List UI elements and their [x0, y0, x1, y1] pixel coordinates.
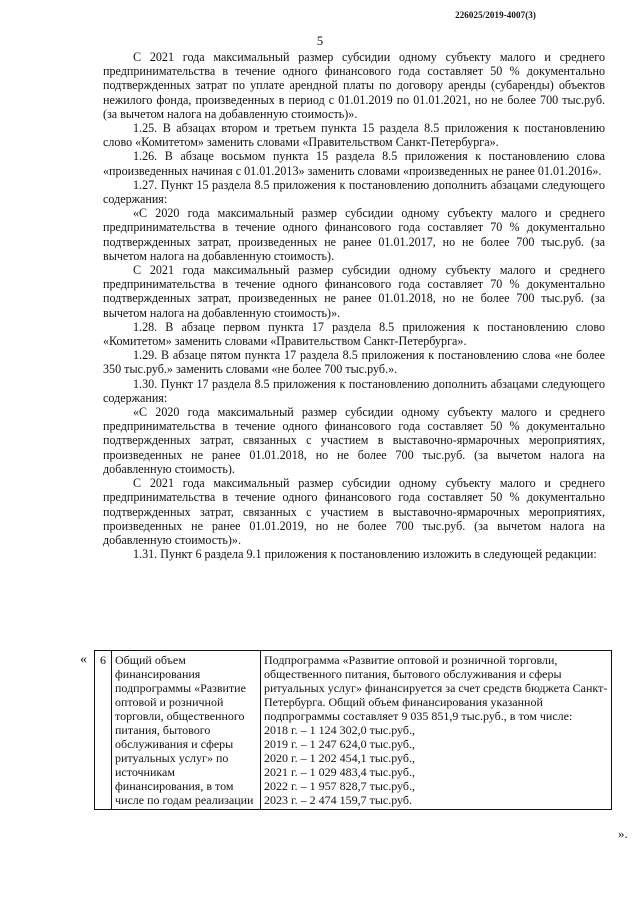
paragraph: С 2021 года максимальный размер субсидии одному субъекту малого и среднего предпринимательства в течение одного финансового года составляет 50 % документально подтвержденных затрат по уплате арендной платы по договору аренды (субаренды) объектов нежилого фонда, произведенных в период с 01.01.2019 по 01.01.2021, но не более 700 тыс.руб. (за вычетом налога на добавленную стоимость)».: [103, 50, 605, 121]
row-value-cell: [261, 651, 612, 810]
financing-table: [94, 650, 612, 810]
closing-quote: ».: [618, 826, 628, 841]
year-amount: 2018 г. – 1 124 302,0 тыс.руб.,: [264, 723, 415, 737]
year-amount: 2021 г. – 1 029 483,4 тыс.руб.,: [264, 765, 415, 779]
paragraph: 1.31. Пункт 6 раздела 9.1 приложения к постановлению изложить в следующей редакции:: [133, 547, 597, 562]
financing-intro: Подпрограмма «Развитие оптовой и розничной торговли, общественного питания, бытового обслуживания и сферы ритуальных услуг» финансируется за счет средств бюджета Санкт-Петербурга. Общий объем финансирования указанной подпрограммы составляет 9 035 851,9 тыс.руб., в том числе:: [264, 653, 608, 723]
paragraph: С 2021 года максимальный размер субсидии одному субъекту малого и среднего предпринимательства в течение одного финансового года составляет 70 % документально подтвержденных затрат, произведенных не ранее 01.01.2018, но не более 700 тыс.руб. (за вычетом налога на добавленную стоимость)».: [103, 263, 605, 320]
year-amount: 2020 г. – 1 202 454,1 тыс.руб.,: [264, 751, 415, 765]
row-number-cell: 6: [95, 651, 112, 810]
paragraph: 1.29. В абзаце пятом пункта 17 раздела 8.5 приложения к постановлению слова «не более 350 тыс.руб.» заменить словами «не более 700 тыс.руб.».: [103, 348, 605, 377]
paragraph: 1.27. Пункт 15 раздела 8.5 приложения к постановлению дополнить абзацами следующего содержания:: [103, 177, 605, 207]
year-amount: 2023 г. – 2 474 159,7 тыс.руб.: [264, 793, 412, 807]
row-name-cell: Общий объем финансирования подпрограммы «Развитие оптовой и розничной торговли, общественного питания, бытового обслуживания и сферы ритуальных услуг» по источникам финансирования, в том числе по годам реализации: [112, 651, 261, 810]
paragraph: 1.26. В абзаце восьмом пункта 15 раздела 8.5 приложения к постановлению слова «произведенных начиная с 01.01.2013» заменить словами «произведенных не ранее 01.01.2016».: [103, 149, 605, 178]
paragraph: С 2021 года максимальный размер субсидии одному субъекту малого и среднего предпринимательства в течение одного финансового года составляет 50 % документально подтвержденных затрат, связанных с участием в выставочно-ярмарочных мероприятиях, произведенных не ранее 01.01.2019, но не более 700 тыс.руб. (за вычетом налога на добавленную стоимость)».: [103, 476, 605, 547]
paragraph: 1.30. Пункт 17 раздела 8.5 приложения к постановлению дополнить абзацами следующего содержания:: [103, 376, 605, 405]
paragraph: «С 2020 года максимальный размер субсидии одному субъекту малого и среднего предпринимательства в течение одного финансового года составляет 50 % документально подтвержденных затрат, связанных с участием в выставочно-ярмарочных мероприятиях, произведенных не ранее 01.01.2018, но не более 700 тыс.руб. (за вычетом налога на добавленную стоимость).: [103, 405, 605, 476]
paragraph: «С 2020 года максимальный размер субсидии одному субъекту малого и среднего предпринимательства в течение одного финансового года составляет 70 % документально подтвержденных затрат, произведенных не ранее 01.01.2017, но не более 700 тыс.руб. (за вычетом налога на добавленную стоимость).: [103, 206, 605, 263]
document-number: 226025/2019-4007(3): [455, 10, 536, 20]
paragraph: 1.28. В абзаце первом пункта 17 раздела 8.5 приложения к постановлению слово «Комитетом» заменить словами «Правительством Санкт-Петербурга».: [103, 319, 605, 349]
paragraph: 1.25. В абзацах втором и третьем пункта 15 раздела 8.5 приложения к постановлению слово «Комитетом» заменить словами «Правительством Санкт-Петербурга».: [103, 121, 605, 150]
year-amount: 2019 г. – 1 247 624,0 тыс.руб.,: [264, 737, 415, 751]
document-body: [103, 50, 605, 561]
year-amount: 2022 г. – 1 957 828,7 тыс.руб.,: [264, 779, 415, 793]
table-row: [95, 651, 612, 810]
opening-quote: «: [80, 652, 87, 667]
page-number: 5: [316, 34, 324, 48]
